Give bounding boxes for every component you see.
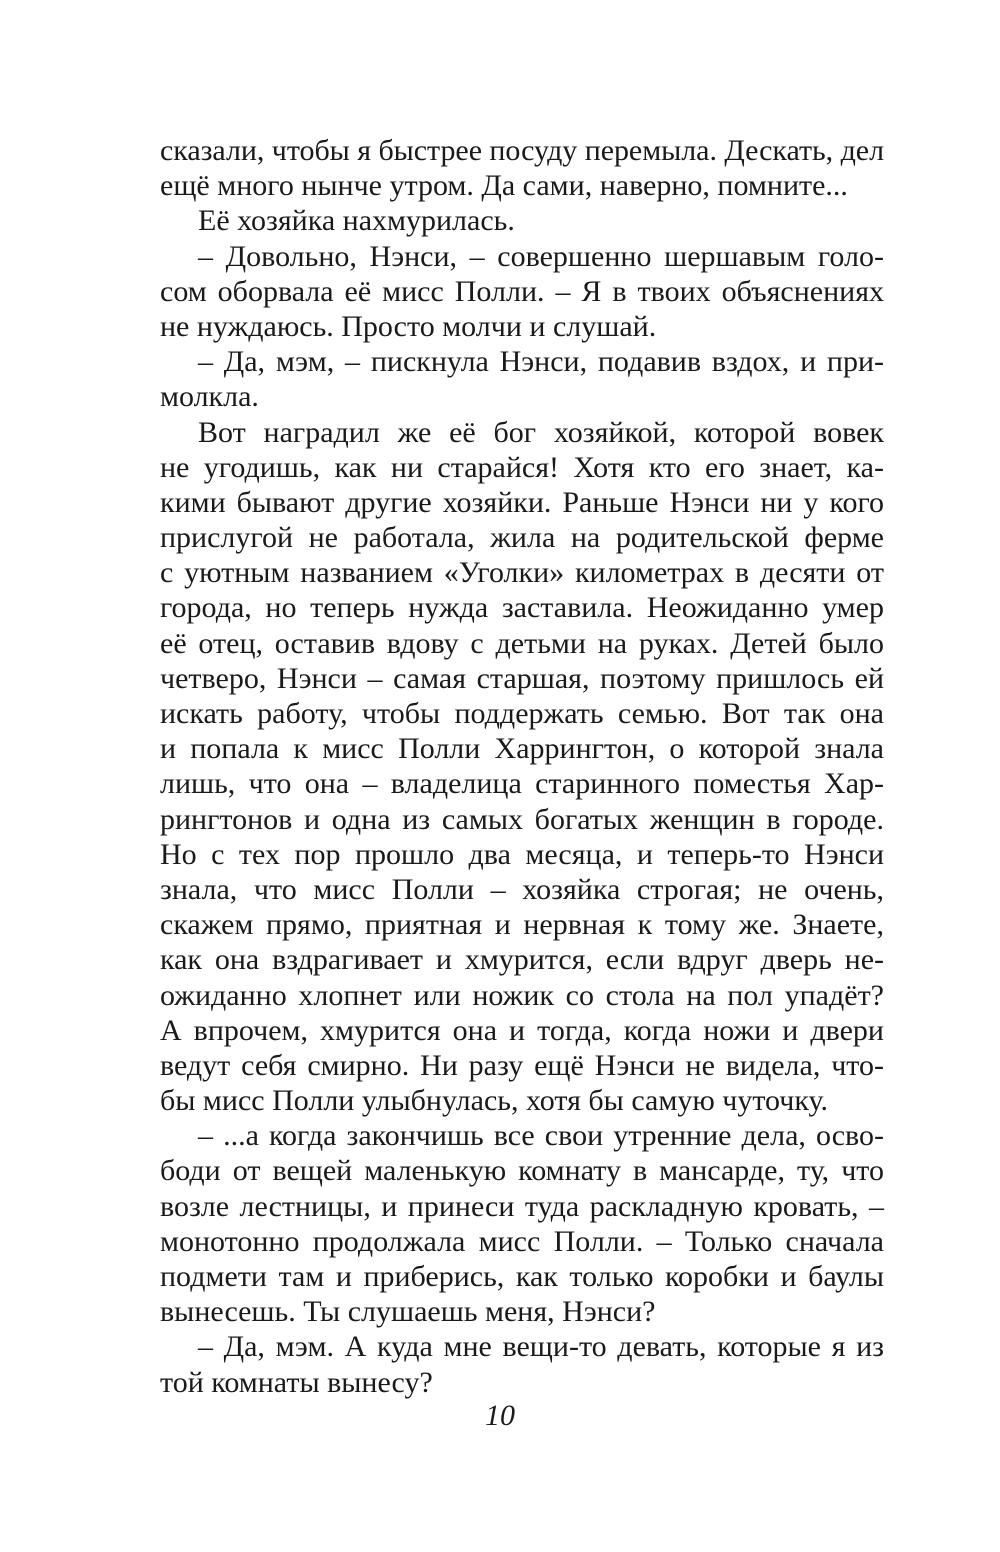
text-line: Вот наградил же её бог хозяйкой, которой вовек xyxy=(198,415,884,449)
text-line: с уютным названием «Уголки» километрах в десяти от xyxy=(160,556,884,590)
text-line: А впрочем, хмурится она и тогда, когда ножи и двери xyxy=(160,1013,884,1047)
text-line: скажем прямо, приятная и нервная к тому же. Знаете, xyxy=(160,908,884,942)
text-line: – Довольно, Нэнси, – совершенно шершавым голо- xyxy=(198,239,884,273)
text-line: бы мисс Полли улыбнулась, хотя бы самую чуточку. xyxy=(160,1084,828,1118)
text-line: молкла. xyxy=(160,380,259,414)
text-line: вынесешь. Ты слушаешь меня, Нэнси? xyxy=(160,1295,656,1329)
text-line: ожиданно хлопнет или ножик со стола на пол упадёт? xyxy=(160,978,884,1012)
text-line: ведут себя смирно. Ни разу ещё Нэнси не видела, что- xyxy=(160,1048,884,1082)
text-line: не нуждаюсь. Просто молчи и слушай. xyxy=(160,309,657,343)
text-line: не угодишь, как ни старайся! Хотя кто его знает, ка- xyxy=(160,450,884,484)
text-line: сказали, чтобы я быстрее посуду перемыла. Дескать, дел xyxy=(160,134,885,167)
text-line: рингтонов и одна из самых богатых женщин в городе. xyxy=(160,802,884,836)
text-line: и попала к мисс Полли Харрингтон, о которой знала xyxy=(160,732,884,766)
text-line: четверо, Нэнси – самая старшая, поэтому пришлось ей xyxy=(160,661,884,695)
text-line: как она вздрагивает и хмурится, если вдруг дверь не- xyxy=(160,943,884,977)
text-line: – ...а когда закончишь все свои утренние дела, осво- xyxy=(198,1119,884,1153)
text-line: монотонно продолжала мисс Полли. – Только сначала xyxy=(160,1224,884,1258)
text-line: – Да, мэм. А куда мне вещи-то девать, которые я из xyxy=(198,1330,884,1364)
text-line: знала, что мисс Полли – хозяйка строгая; не очень, xyxy=(160,872,884,906)
text-line: Но с тех пор прошло два месяца, и теперь-то Нэнси xyxy=(160,837,884,871)
body-text xyxy=(160,133,884,1400)
text-line: подмети там и приберись, как только коробки и баулы xyxy=(160,1260,884,1293)
text-line: возле лестницы, и принеси туда раскладную кровать, – xyxy=(160,1189,884,1223)
text-line: Её хозяйка нахмурилась. xyxy=(198,204,515,238)
text-line: сом оборвала её мисс Полли. – Я в твоих объяснениях xyxy=(160,274,884,308)
text-line: лишь, что она – владелица старинного поместья Хар- xyxy=(160,767,884,801)
text-line: искать работу, чтобы поддержать семью. Вот так она xyxy=(160,697,884,730)
text-line: города, но теперь нужда заставила. Неожиданно умер xyxy=(160,591,884,625)
text-line: кими бывают другие хозяйки. Раньше Нэнси ни у кого xyxy=(160,485,884,519)
text-line: прислугой не работала, жила на родительской ферме xyxy=(160,521,884,555)
text-line: той комнаты вынесу? xyxy=(160,1365,433,1399)
text-line: ещё много нынче утром. Да сами, наверно, помните... xyxy=(160,169,848,203)
page-number: 10 xyxy=(485,1399,515,1432)
text-line: – Да, мэм, – пискнула Нэнси, подавив вздох, и при- xyxy=(198,345,884,379)
text-line: боди от вещей маленькую комнату в мансарде, ту, что xyxy=(160,1154,884,1188)
text-line: её отец, оставив вдову с детьми на руках. Детей было xyxy=(160,626,884,660)
